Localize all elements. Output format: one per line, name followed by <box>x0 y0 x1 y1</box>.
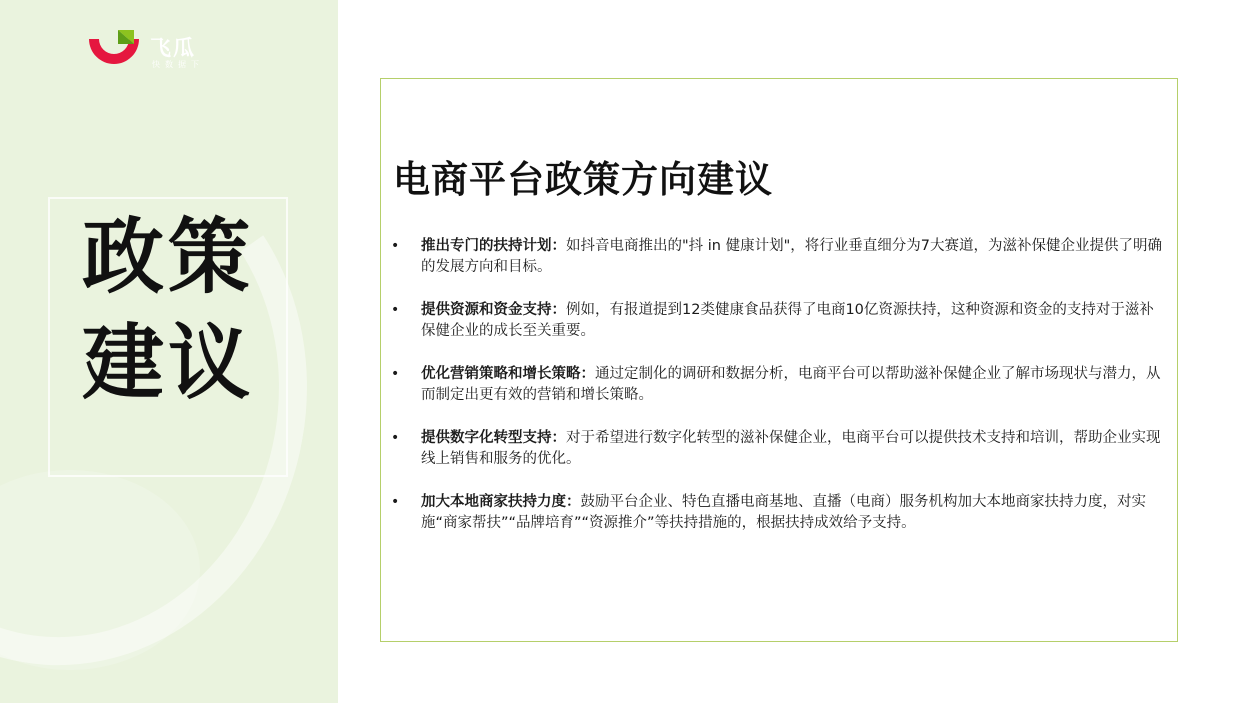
bullet-icon: • <box>391 238 400 254</box>
bullet-icon: • <box>391 494 400 510</box>
content-heading: 电商平台政策方向建议 <box>393 158 773 201</box>
list-item-title: 提供数字化转型支持： <box>421 430 566 446</box>
list-item-text: 如抖音电商推出的"抖 in 健康计划"，将行业垂直细分为7大赛道，为滋补保健企业提供了明确的发展方向和目标。 <box>421 238 1162 275</box>
list-item <box>381 492 1171 534</box>
section-title-line-1: 政策 <box>81 210 254 305</box>
list-item-title: 提供资源和资金支持： <box>421 302 566 318</box>
list-item-title: 优化营销策略和增长策略： <box>421 366 595 382</box>
list-item-text: 通过定制化的调研和数据分析，电商平台可以帮助滋补保健企业了解市场现状与潜力，从而制定出更有效的营销和增长策略。 <box>421 366 1161 403</box>
section-title <box>48 205 288 417</box>
bullet-icon: • <box>391 430 400 446</box>
recommendation-list <box>381 236 1171 556</box>
list-item-title: 推出专门的扶持计划： <box>421 238 566 254</box>
brand-tagline: 快数据下 <box>152 60 204 69</box>
list-item <box>381 236 1171 278</box>
list-item-text: 对于希望进行数字化转型的滋补保健企业，电商平台可以提供技术支持和培训，帮助企业实现线上销售和服务的优化。 <box>421 430 1161 467</box>
list-item-text: 例如，有报道提到12类健康食品获得了电商10亿资源扶持，这种资源和资金的支持对于滋补保健企业的成长至关重要。 <box>421 302 1154 339</box>
bullet-icon: • <box>391 302 400 318</box>
melon-logo-icon <box>88 30 146 72</box>
content-box <box>380 78 1178 642</box>
list-item-title: 加大本地商家扶持力度： <box>421 494 581 510</box>
left-panel <box>0 0 338 703</box>
bullet-icon: • <box>391 366 400 382</box>
list-item-text: 鼓励平台企业、特色直播电商基地、直播（电商）服务机构加大本地商家扶持力度，对实施“商家帮扶”“品牌培育”“资源推介”等扶持措施的，根据扶持成效给予支持。 <box>421 494 1146 531</box>
brand-logo <box>88 28 228 74</box>
list-item <box>381 364 1171 406</box>
list-item <box>381 428 1171 470</box>
section-title-line-2: 建议 <box>81 316 254 411</box>
list-item <box>381 300 1171 342</box>
brand-name: 飞瓜 <box>150 36 196 60</box>
